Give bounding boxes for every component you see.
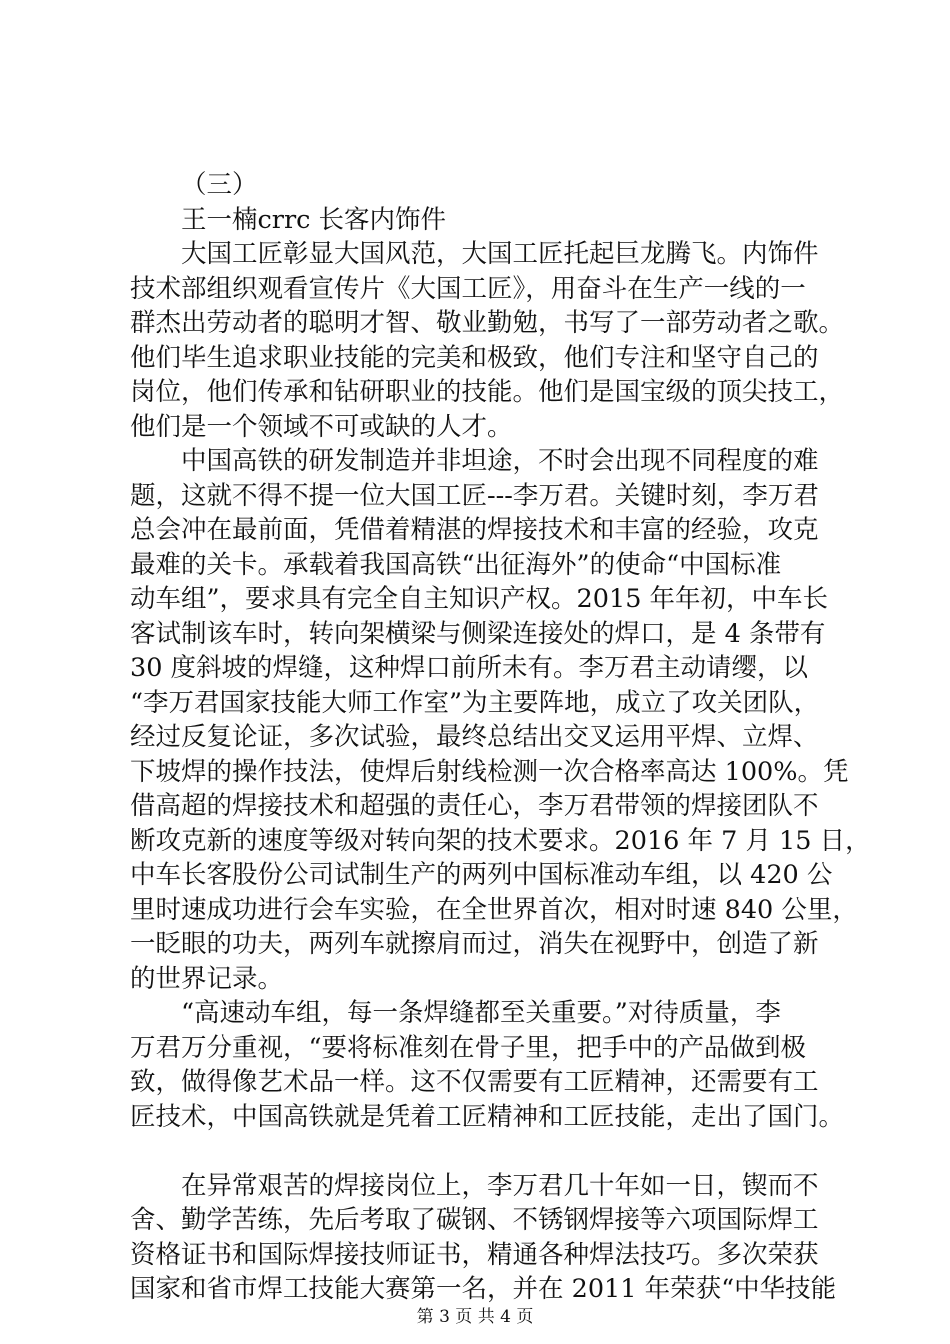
text-line: 断攻克新的速度等级对转向架的技术要求。2016 年 7 月 15 日，	[130, 825, 871, 856]
text-line: 群杰出劳动者的聪明才智、敬业勤勉，书写了一部劳动者之歌。	[130, 308, 845, 338]
section-heading: （三）	[181, 170, 258, 200]
text-line: 借高超的焊接技术和超强的责任心，李万君带领的焊接团队不	[130, 791, 819, 821]
text-line: 岗位，他们传承和钻研职业的技能。他们是国宝级的顶尖技工，	[130, 377, 845, 407]
text-line: 的世界记录。	[130, 963, 284, 994]
text-line: 万君万分重视，“要将标准刻在骨子里，把手中的产品做到极	[130, 1032, 807, 1063]
text-line: 中车长客股份公司试制生产的两列中国标准动车组，以 420 公	[130, 860, 833, 890]
text-line: 经过反复论证，多次试验，最终总结出交叉运用平焊、立焊、	[130, 722, 819, 752]
paragraph	[130, 1169, 837, 1307]
text-line: 在异常艰苦的焊接岗位上，李万君几十年如一日，锲而不	[181, 1170, 819, 1201]
text-line: 下坡焊的操作技法，使焊后射线检测一次合格率高达 100%。凭	[130, 756, 849, 787]
text-line: 匠技术，中国高铁就是凭着工匠精神和工匠技能，走出了国门。	[130, 1101, 845, 1132]
text-line: 总会冲在最前面，凭借着精湛的焊接技术和丰富的经验，攻克	[130, 515, 819, 545]
blank-line	[130, 1134, 830, 1169]
text-line: “高速动车组，每一条焊缝都至关重要。”对待质量，李	[181, 998, 781, 1028]
text-line: 大国工匠彰显大国风范，大国工匠托起巨龙腾飞。内饰件	[181, 239, 819, 269]
text-line: 舍、勤学苦练，先后考取了碳钢、不锈钢焊接等六项国际焊工	[130, 1205, 819, 1235]
text-line: 中国高铁的研发制造并非坦途，不时会出现不同程度的难	[181, 446, 819, 476]
text-line: 致，做得像艺术品一样。这不仅需要有工匠精神，还需要有工	[130, 1067, 819, 1097]
text-line: “李万君国家技能大师工作室”为主要阵地，成立了攻关团队，	[130, 687, 820, 718]
text-line: 30 度斜坡的焊缝，这种焊口前所未有。李万君主动请缨，以	[130, 653, 809, 683]
paragraph	[130, 996, 845, 1134]
text-line: 国家和省市焊工技能大赛第一名，并在 2011 年荣获“中华技能	[130, 1274, 837, 1304]
page-number-footer: 第 3 页 共 4 页	[416, 1307, 534, 1327]
document-body	[130, 168, 871, 1307]
text-line: 技术部组织观看宣传片《大国工匠》，用奋斗在生产一线的一	[130, 273, 806, 304]
paragraph	[130, 444, 871, 996]
text-line: 题，这就不得不提一位大国工匠---李万君。关键时刻，李万君	[130, 480, 819, 511]
text-line: 一眨眼的功夫，两列车就擦肩而过，消失在视野中，创造了新	[130, 929, 819, 959]
text-line: 里时速成功进行会车实验，在全世界首次，相对时速 840 公里，	[130, 894, 858, 925]
paragraph	[130, 237, 845, 444]
text-line: 他们毕生追求职业技能的完美和极致，他们专注和坚守自己的	[130, 342, 819, 373]
text-line: 他们是一个领域不可或缺的人才。	[130, 411, 513, 442]
text-line: 动车组”，要求具有完全自主知识产权。2015 年年初，中车长	[130, 584, 829, 614]
author-line: 王一楠crrc 长客内饰件	[181, 204, 447, 235]
text-line: 客试制该车时，转向架横梁与侧梁连接处的焊口，是 4 条带有	[130, 618, 826, 649]
text-line: 资格证书和国际焊接技师证书，精通各种焊法技巧。多次荣获	[130, 1239, 819, 1270]
text-line: 最难的关卡。承载着我国高铁“出征海外”的使命“中国标准	[130, 549, 782, 580]
